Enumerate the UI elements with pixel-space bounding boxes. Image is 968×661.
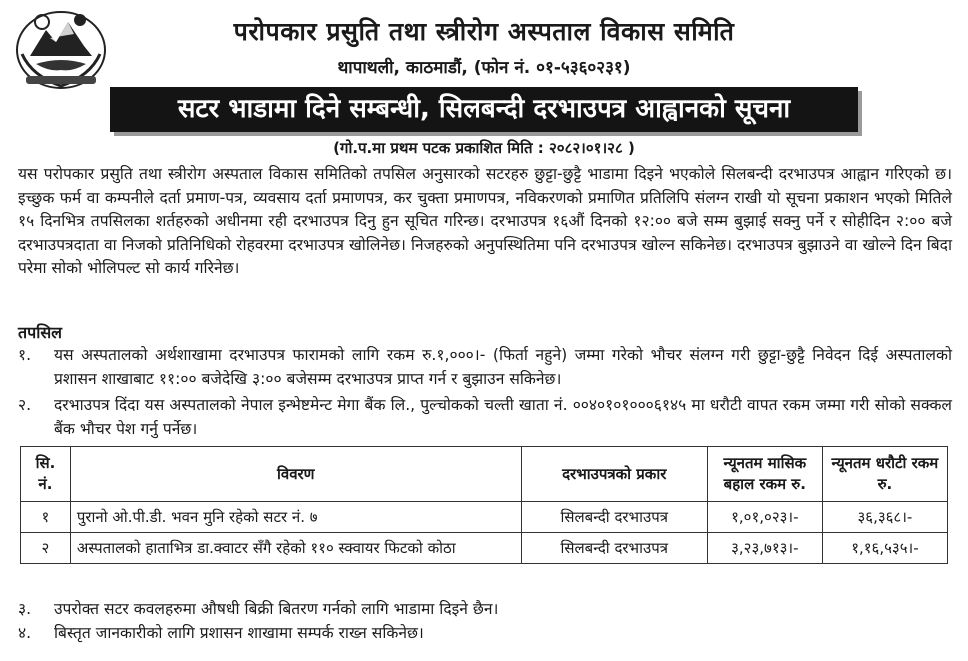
organization-address: थापाथली, काठमाडौं, (फोन नं. ०१-५३६०२३१) xyxy=(337,58,631,78)
list-item xyxy=(18,598,952,622)
cell-min-deposit: १,१६,५३५।- xyxy=(822,533,947,564)
cell-sn: १ xyxy=(21,502,71,533)
header-sn: सि. नं. xyxy=(21,447,71,502)
intro-paragraph: यस परोपकार प्रसुति तथा स्त्रीरोग अस्पताल विकास समितिको तपसिल अनुसारको सटरहरु छुट्टा-छुट्टै भाडामा दिइने भएकोले सिलबन्दी दरभाउपत्र आह्वान गरिएको छ। इच्छुक फर्म वा कम्पनीले दर्ता प्रमाण-पत्र, व्यवसाय दर्ता प्रमाणपत्र, कर चुक्ता प्रमाणपत्र, नविकरणको प्रमाणित प्रतिलिपि संलग्न राखी यो सूचना प्रकाशन भएको मितिले १५ दिनभित्र तपसिलका शर्तहरुको अधीनमा रही दरभाउपत्र दिनु हुन सूचित गरिन्छ। दरभाउपत्र १६औं दिनको १२:०० बजे सम्म बुझाई सक्नु पर्ने र सोहीदिन २:०० बजे दरभाउपत्रदाता वा निजको प्रतिनिधिको रोहवरमा दरभाउपत्र खोलिनेछ। निजहरुको अनुपस्थितिमा पनि दरभाउपत्र खोल्न सकिनेछ। दरभाउपत्र बुझाउने वा खोल्ने दिन बिदा परेमा सोको भोलिपल्ट सो कार्य गरिनेछ। xyxy=(18,165,952,277)
government-emblem-icon xyxy=(12,6,110,92)
shutter-details-table xyxy=(20,446,948,564)
cell-description: पुरानो ओ.पी.डी. भवन मुनि रहेको सटर नं. ७ xyxy=(70,502,521,533)
publication-date-line: (गो.प.मा प्रथम पटक प्रकाशित मिति : २०८२।०१।२८ ) xyxy=(333,139,635,157)
notice-title-banner: सटर भाडामा दिने सम्बन्धी, सिलबन्दी दरभाउपत्र आह्वानको सूचना xyxy=(110,87,858,132)
list-item xyxy=(18,622,952,646)
table-row xyxy=(21,533,948,564)
organization-name: परोपकार प्रसुति तथा स्त्रीरोग अस्पताल विकास समिति xyxy=(233,17,735,46)
list-item-number: ३. xyxy=(18,600,32,618)
list-item xyxy=(18,394,952,441)
cell-min-rent: १,०१,०२३।- xyxy=(707,502,822,533)
header-bid-type: दरभाउपत्रको प्रकार xyxy=(521,447,707,502)
cell-sn: २ xyxy=(21,533,71,564)
header-min-deposit: न्यूनतम धरौटी रकम रु. xyxy=(822,447,947,502)
list-item-number: १. xyxy=(18,346,32,364)
table-header-row xyxy=(21,447,948,502)
header-description: विवरण xyxy=(70,447,521,502)
list-item xyxy=(18,344,952,391)
cell-min-deposit: ३६,३६८।- xyxy=(822,502,947,533)
list-item-number: ४. xyxy=(18,624,32,642)
list-item-text: यस अस्पतालको अर्थशाखामा दरभाउपत्र फारामको लागि रकम रु.१,०००।- (फिर्ता नहुने) जम्मा गरेको भौचर संलग्न गरी छुट्टा-छुट्टै निवेदन दिई अस्पतालको प्रशासन शाखाबाट ११:०० बजेदेखि ३:०० बजेसम्म दरभाउपत्र प्राप्त गर्न र बुझाउन सकिनेछ। xyxy=(54,346,952,388)
header-min-rent: न्यूनतम मासिक बहाल रकम रु. xyxy=(707,447,822,502)
list-item-text: दरभाउपत्र दिंदा यस अस्पतालको नेपाल इन्भेष्टमेन्ट मेगा बैंक लि., पुल्चोकको चल्ती खाता नं. ००४०१०१०००६१४५ मा धरौटी वापत रकम जम्मा गरी सोको सक्कल बैंक भौचर पेश गर्नु पर्नेछ। xyxy=(54,396,952,438)
table-row xyxy=(21,502,948,533)
list-item-text: बिस्तृत जानकारीको लागि प्रशासन शाखामा सम्पर्क राख्न सकिनेछ। xyxy=(54,624,424,642)
cell-bid-type: सिलबन्दी दरभाउपत्र xyxy=(521,502,707,533)
cell-min-rent: ३,२३,७१३।- xyxy=(707,533,822,564)
list-item-number: २. xyxy=(18,396,32,414)
list-item-text: उपरोक्त सटर कवलहरुमा औषधी बिक्री बितरण गर्नको लागि भाडामा दिइने छैन। xyxy=(54,600,499,618)
section-heading: तपसिल xyxy=(18,323,63,342)
cell-description: अस्पतालको हाताभित्र डा.क्वाटर सँगै रहेको ११० स्क्वायर फिटको कोठा xyxy=(70,533,521,564)
cell-bid-type: सिलबन्दी दरभाउपत्र xyxy=(521,533,707,564)
